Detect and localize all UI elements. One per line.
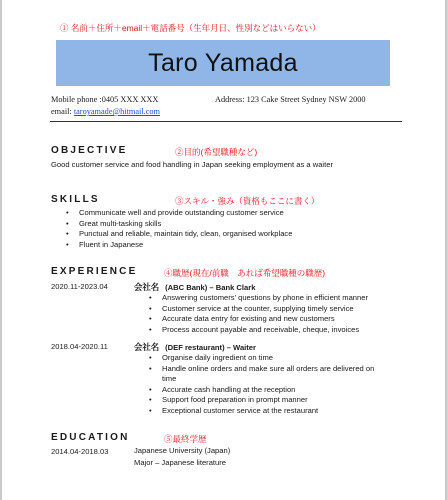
divider xyxy=(50,121,402,122)
job-1-duties xyxy=(147,293,368,335)
education-major: Major – Japanese literature xyxy=(134,458,227,467)
list-item: • Process account payable and receivable, cheque, invoices xyxy=(147,325,368,336)
job-1-dates: 2020.11-2023.04 xyxy=(51,282,108,291)
list-item: • Support food preparation in prompt manner xyxy=(147,395,374,406)
education-dates: 2014.04-2018.03 xyxy=(51,447,109,456)
phone: Mobile phone :0405 XXX XXX xyxy=(51,95,159,104)
objective-title: OBJECTIVE xyxy=(51,145,128,156)
email-link[interactable]: taroyamade@hitmail.com xyxy=(73,107,161,116)
email-line xyxy=(51,107,160,116)
skills-note: ③スキル・強み（資格もここに書く） xyxy=(175,196,320,206)
list-item: time xyxy=(162,374,177,384)
resume-page xyxy=(2,0,445,500)
job-1-company: 会社名 (ABC Bank) – Bank Clark xyxy=(134,282,256,292)
email-label: email: xyxy=(51,107,74,116)
list-item: • Organise daily ingredient on time xyxy=(147,353,374,364)
list-item: • Accurate cash handling at the reception xyxy=(147,385,374,396)
list-item: • Answering customers’ questions by phone in efficient manner xyxy=(147,293,368,304)
list-item: • Accurate data entry for existing and new customers xyxy=(147,314,368,325)
job-2-dates: 2018.04-2020.11 xyxy=(51,342,108,351)
education-school: Japanese University (Japan) xyxy=(134,446,231,455)
list-item: • Punctual and reliable, maintain tidy, clean, organised workplace xyxy=(64,229,292,240)
list-item: • Exceptional customer service at the restaurant xyxy=(147,406,374,417)
list-item: • Communicate well and provide outstanding customer service xyxy=(64,208,292,219)
list-item: • Fluent in Japanese xyxy=(64,240,292,251)
job-2-company: 会社名 (DEF restaurant) – Waiter xyxy=(134,342,256,352)
name-banner xyxy=(56,40,390,86)
address: Address: 123 Cake Street Sydney NSW 2000 xyxy=(215,95,366,104)
skills-list xyxy=(64,208,292,250)
list-item: • Great multi-tasking skills xyxy=(64,219,292,230)
skills-title: SKILLS xyxy=(51,194,100,205)
experience-title: EXPERIENCE xyxy=(51,266,138,277)
header-note: ① 名前＋住所＋email＋電話番号（生年月日、性別などはいらない） xyxy=(60,23,321,33)
experience-note: ④職歴(現在/前職 あれば希望職種の職歴) xyxy=(164,268,326,278)
list-item: • Customer service at the counter, supplying timely service xyxy=(147,304,368,315)
objective-note: ②目的(希望職種など) xyxy=(175,147,258,157)
list-item: • Handle online orders and make sure all orders are delivered on xyxy=(147,364,374,375)
job-2-duties xyxy=(147,353,374,417)
objective-text: Good customer service and food handling in Japan seeking employment as a waiter xyxy=(51,160,333,169)
education-note: ⑤最終学歴 xyxy=(164,434,207,444)
education-title: EDUCATION xyxy=(51,432,130,443)
full-name: Taro Yamada xyxy=(148,48,298,77)
